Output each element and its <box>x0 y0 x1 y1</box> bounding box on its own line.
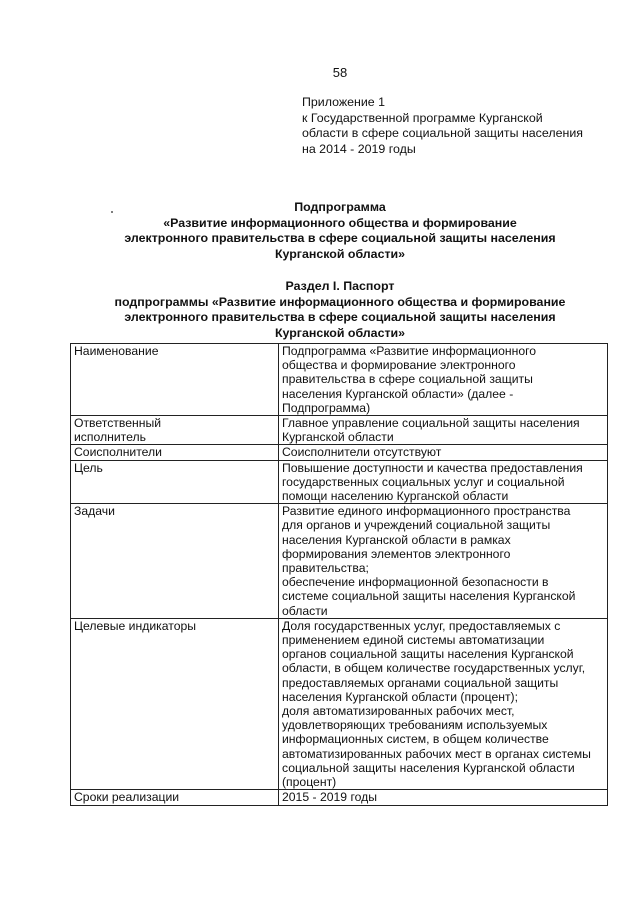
section-title <box>0 279 640 341</box>
row-label-line: Целевые индикаторы <box>74 618 197 633</box>
row-value-line: Развитие единого информационного пространства <box>282 504 571 519</box>
table-row <box>71 790 608 805</box>
row-value-line: социальной защиты населения Курганской области <box>282 760 575 775</box>
row-label-line: Наименование <box>74 344 159 358</box>
table-row <box>71 445 608 460</box>
row-label-cell <box>71 416 279 445</box>
row-label-line: Задачи <box>74 504 115 519</box>
section-title-line: подпрограммы «Развитие информационного общества и формирование <box>114 294 566 309</box>
subprogram-title-line: Курганской области» <box>274 246 406 261</box>
row-value-line: применением единой системы автоматизации <box>282 633 545 648</box>
row-label-line: Ответственный <box>74 416 162 431</box>
row-value-line: для органов и учреждений социальной защиты <box>282 518 551 533</box>
row-value-line: обеспечение информационной безопасности в <box>282 575 549 590</box>
row-value-line: области, в общем количестве государственных услуг, <box>282 661 586 676</box>
row-value-line: системе социальной защиты населения Курганской <box>282 589 576 604</box>
row-label-cell <box>71 618 279 789</box>
appendix-line: Приложение 1 <box>302 95 386 109</box>
row-value-line: Повышение доступности и качества предоставления <box>282 460 583 475</box>
row-value-cell <box>279 790 608 805</box>
table-row <box>71 460 608 504</box>
passport-table <box>70 343 608 806</box>
row-label-cell <box>71 344 279 416</box>
subprogram-title-line: «Развитие информационного общества и формирование <box>163 215 517 230</box>
table-row <box>71 416 608 445</box>
row-label-line: Цель <box>74 460 103 475</box>
subprogram-title-line: электронного правительства в сфере социальной защиты населения <box>124 231 556 246</box>
subprogram-title-line: Подпрограмма <box>294 200 386 214</box>
row-value-line: информационных систем, в общем количестве <box>282 732 549 747</box>
row-value-line: правительства; <box>282 561 369 576</box>
row-label-line: Сроки реализации <box>74 790 180 805</box>
section-title-line: Раздел I. Паспорт <box>285 279 395 293</box>
row-value-cell <box>279 618 608 789</box>
row-value-line: Доля государственных услуг, предоставляемых с <box>282 618 561 633</box>
row-value-line: помощи населению Курганской области <box>282 489 509 504</box>
row-value-line: формирования элементов электронного <box>282 546 511 561</box>
row-value-line: 2015 - 2019 годы <box>282 790 378 805</box>
row-label-cell <box>71 790 279 805</box>
table-row <box>71 344 608 416</box>
row-value-line: государственных социальных услуг и социальной <box>282 474 565 489</box>
row-value-line: Курганской области <box>282 430 394 445</box>
appendix-line: к Государственной программе Курганской <box>302 110 543 125</box>
appendix-line: области в сфере социальной защиты населения <box>302 126 583 140</box>
row-value-cell <box>279 460 608 504</box>
page-number: 58 <box>332 65 348 80</box>
row-value-line: населения Курганской области в рамках <box>282 532 511 547</box>
appendix-note <box>302 95 583 157</box>
section-title-line: электронного правительства в сфере социальной защиты населения <box>124 310 556 325</box>
row-value-line: Подпрограмма) <box>282 400 371 415</box>
section-title-line: Курганской области» <box>274 325 406 340</box>
table-row <box>71 618 608 789</box>
appendix-line: на 2014 - 2019 годы <box>302 141 416 156</box>
row-value-line: Главное управление социальной защиты населения <box>282 416 580 431</box>
row-value-line: области <box>282 603 328 618</box>
subprogram-title <box>0 200 640 262</box>
row-value-line: правительства в сфере социальной защиты <box>282 372 533 387</box>
row-label-cell <box>71 460 279 504</box>
row-value-line: удовлетворяющих требованиям используемых <box>282 718 548 733</box>
table-row <box>71 504 608 619</box>
row-label-line: Соисполнители <box>74 445 162 460</box>
row-value-line: общества и формирование электронного <box>282 358 516 373</box>
row-value-line: населения Курганской области (процент); <box>282 689 519 704</box>
row-value-line: (процент) <box>282 775 337 790</box>
row-value-cell <box>279 504 608 619</box>
row-value-line: предоставляемых органами социальной защиты <box>282 675 559 690</box>
row-value-line: автоматизированных рабочих мест в органах системы <box>282 746 591 761</box>
row-value-cell <box>279 344 608 416</box>
row-value-line: доля автоматизированных рабочих мест, <box>282 704 515 719</box>
row-label-cell <box>71 445 279 460</box>
row-label-cell <box>71 504 279 619</box>
row-value-line: населения Курганской области» (далее - <box>282 386 514 401</box>
row-value-line: органов социальной защиты населения Курганской <box>282 647 574 662</box>
row-value-line: Подпрограмма «Развитие информационного <box>282 344 537 358</box>
row-value-line: Соисполнители отсутствуют <box>282 445 442 460</box>
row-value-cell <box>279 445 608 460</box>
row-value-cell <box>279 416 608 445</box>
row-label-line: исполнитель <box>74 430 146 445</box>
